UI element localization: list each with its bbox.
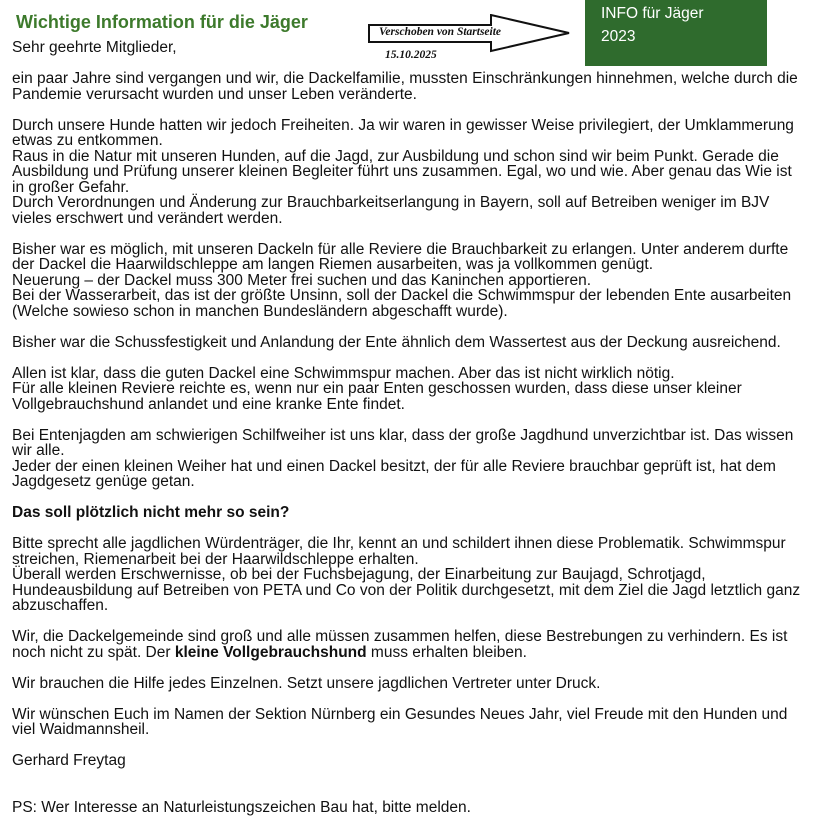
text-line: Hundeausbildung auf Betreiben von PETA und Co von der Politik durchgesetzt, mit dem Ziel die Jagd letztlich ganz — [12, 581, 801, 599]
text-line: Bisher war die Schussfestigkeit und Anlandung der Ente ähnlich dem Wassertest aus der Deckung ausreichend. — [12, 333, 781, 351]
text-line: Bisher war es möglich, mit unseren Dackeln für alle Reviere die Brauchbarkeit zu erlangen. Unter anderem durfte — [12, 240, 789, 258]
paragraph — [12, 242, 816, 320]
text-line: Durch Verordnungen und Änderung zur Brauchbarkeitserlangung in Bayern, soll auf Betreiben weniger im BJV — [12, 194, 770, 211]
paragraph — [12, 629, 816, 660]
text-line: streichen, Riemenarbeit bei der Haarwildschleppe erhalten. — [12, 550, 419, 568]
moved-notice-date: 15.10.2025 — [385, 49, 437, 61]
paragraph — [12, 71, 816, 102]
greeting: Sehr geehrte Mitglieder, — [12, 39, 177, 56]
moved-notice-label: Verschoben von Startseite — [379, 26, 502, 38]
text-line: Pandemie verursacht wurden und unser Leben veränderte. — [12, 85, 417, 103]
moved-notice-arrow — [367, 14, 571, 61]
postscript: PS: Wer Interesse an Naturleistungszeichen Bau hat, bitte melden. — [12, 798, 471, 816]
text-line: (Welche sowieso schon in manchen Bundesländern abgeschafft wurde). — [12, 302, 508, 320]
text-line: Durch unsere Hunde hatten wir jedoch Freiheiten. Ja wir waren in gewisser Weise privilegiert, der Umklammerung — [12, 116, 794, 134]
info-box-line2: 2023 — [601, 28, 636, 45]
paragraph — [12, 118, 816, 227]
text-line: Wir, die Dackelgemeinde sind groß und alle müssen zusammen helfen, diese Bestrebungen zu verhindern. Es ist — [12, 628, 788, 645]
text-fragment: noch nicht zu spät. Der — [12, 643, 175, 661]
page-title: Wichtige Information für die Jäger — [16, 12, 308, 32]
paragraph — [12, 676, 816, 692]
info-box — [585, 0, 767, 66]
text-line: Raus in die Natur mit unseren Hunden, auf die Jagd, zur Ausbildung und schon sind wir beim Punkt. Gerade die — [12, 147, 779, 165]
text-line: Bitte sprecht alle jagdlichen Würdenträger, die Ihr, kennt an und schildert ihnen diese Problematik. Schwimmspur — [12, 535, 786, 552]
text-line: der Dackel die Haarwildschleppe am langen Riemen ausarbeiten, was ja vollkommen genügt. — [12, 256, 654, 273]
paragraph — [12, 428, 816, 490]
text-line: Vollgebrauchshund anlandet und eine kranke Ente findet. — [12, 395, 405, 413]
text-line: Neuerung – der Dackel muss 300 Meter frei suchen und das Kaninchen apportieren. — [12, 271, 592, 289]
text-line: Allen ist klar, dass die guten Dackel eine Schwimmspur machen. Aber das ist nicht wirklich nötig. — [12, 364, 675, 382]
paragraph — [12, 366, 816, 413]
bold-question: Das soll plötzlich nicht mehr so sein? — [12, 504, 290, 521]
text-line: viel Waidmannsheil. — [12, 721, 150, 738]
text-line: ein paar Jahre sind vergangen und wir, die Dackelfamilie, mussten Einschränkungen hinnehmen, welche durch die — [12, 70, 798, 87]
emphasis: kleine Vollgebrauchshund — [174, 643, 367, 661]
text-fragment: muss erhalten bleiben. — [366, 643, 527, 661]
text-line: Ausbildung und Prüfung unserer kleinen Begleiter führt uns zusammen. Egal, wo und wie. Aber genau das Wie ist — [12, 163, 792, 180]
text-line: Für alle kleinen Reviere reichte es, wenn nur ein paar Enten geschossen wurden, dass diese unser kleiner — [12, 380, 742, 397]
paragraph — [12, 707, 816, 738]
text-line: etwas zu entkommen. — [12, 132, 163, 149]
text-line: Bei der Wasserarbeit, das ist der größte Unsinn, soll der Dackel die Schwimmspur der lebenden Ente ausarbeiten — [12, 287, 792, 304]
letter-body — [12, 71, 816, 831]
text-line: Jagdgesetz genüge getan. — [12, 473, 195, 490]
text-line: vieles erschwert und verändert werden. — [12, 209, 283, 227]
text-line: abzuschaffen. — [12, 597, 109, 614]
text-line: Überall werden Erschwernisse, ob bei der Fuchsbejagung, der Einarbeitung zur Baujagd, Schrotjagd, — [12, 566, 706, 583]
text-line: Wir brauchen die Hilfe jedes Einzelnen. Setzt unsere jagdlichen Vertreter unter Druck. — [12, 674, 601, 692]
paragraph — [12, 335, 816, 351]
text-line: in großer Gefahr. — [12, 178, 130, 196]
info-box-line1: INFO für Jäger — [601, 5, 704, 22]
paragraph — [12, 536, 816, 614]
signature: Gerhard Freytag — [12, 752, 126, 769]
text-line: Wir wünschen Euch im Namen der Sektion Nürnberg ein Gesundes Neues Jahr, viel Freude mit den Hunden und — [12, 705, 788, 723]
text-line: wir alle. — [12, 442, 65, 459]
text-line: Jeder der einen kleinen Weiher hat und einen Dackel besitzt, der für alle Reviere brauchbar geprüft ist, hat dem — [12, 457, 776, 475]
text-line: Bei Entenjagden am schwierigen Schilfweiher ist uns klar, dass der große Jagdhund unverzichtbar ist. Das wissen — [12, 426, 794, 444]
